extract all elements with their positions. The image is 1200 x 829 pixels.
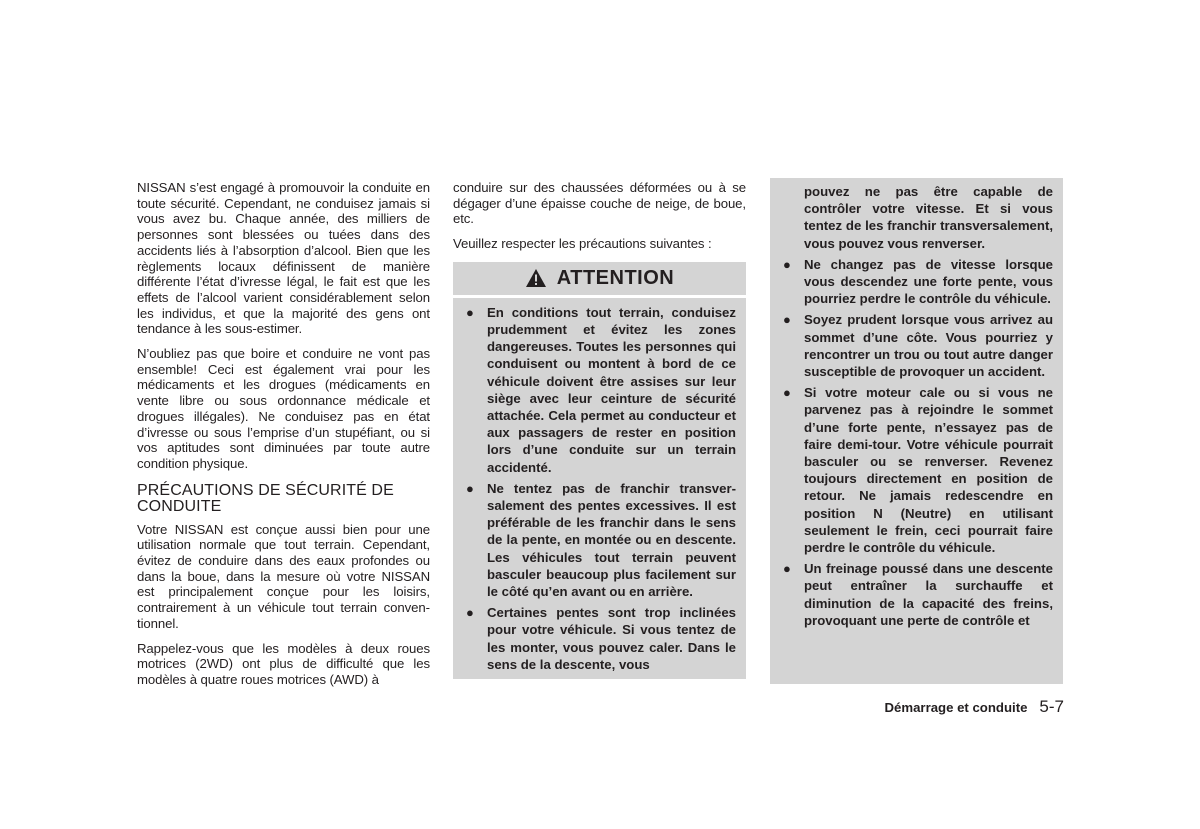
attention-box-right: [770, 178, 1063, 684]
chapter-title: Démarrage et conduite: [884, 700, 1028, 715]
column-middle: [453, 180, 746, 679]
page-number: 5-7: [1039, 697, 1064, 716]
paragraph-2wd-awd: Rappelez-vous que les modèles à deux roues motrices (2WD) ont plus de difficulté que les modèles à quatre roues motrices (AWD) à: [137, 640, 430, 687]
bullet-icon: ●: [783, 561, 791, 577]
bullet-icon: ●: [783, 256, 791, 272]
column-right: [770, 178, 1063, 684]
list-item-continuation: pouvez ne pas être capable de contrôler votre vitesse. Et si vous tentez de les franchir transversalement, vous pouvez vous renverser.: [804, 184, 1053, 251]
paragraph-drink-drive: N’oubliez pas que boire et conduire ne vont pas ensemble! Ceci est également vrai pour les médicaments et les drogues (médicaments en vente libre ou sous ordonnance médicale et drogues illégales). Ne conduisez pas en état d’ivresse ou sous l’emprise d’un stupéfiant, ou si vos aptitudes sont diminuées par toute autre condition physique.: [137, 346, 430, 471]
paragraph-vehicle-usage: Votre NISSAN est conçue aussi bien pour une utilisation normale que tout terrain. Cependant, évitez de conduire dans des eaux profondes ou dans la boue, dans la mesure où votre NISSAN est principalement conçue pour les loisirs, contrairement à un véhicule tout terrain conventionnel.: [137, 521, 430, 631]
page-footer: [850, 697, 1064, 717]
attention-box-middle: [453, 298, 746, 679]
list-item: ● Un freinage poussé dans une descente peut entraîner la surchauffe et diminution de la capacité des freins, provoquant une perte de contrôle et: [783, 561, 1053, 628]
bullet-icon: ●: [466, 480, 474, 496]
list-item: ● Soyez prudent lorsque vous arrivez au sommet d’une côte. Vous pourriez y rencontrer un trou ou tout autre danger susceptible de provoquer un accident.: [783, 312, 1053, 380]
bullet-icon: ●: [783, 312, 791, 328]
paragraph-alcohol-intro: NISSAN s’est engagé à promouvoir la conduite en toute sécurité. Cependant, ne conduisez jamais si vous avez bu. Chaque année, des milliers de personnes sont blessées ou tuées dans des accidents liés à l’absorption d’alcool. Bien que les règlements locaux définissent de manière différente l’état d’ivresse légal, le fait est que les effets de l’alcool varient considérablement selon les individus, et que la majorité des gens ont tendance à les sous-estimer.: [137, 180, 430, 337]
section-heading: PRÉCAUTIONS DE SÉCURITÉ DE CONDUITE: [137, 481, 394, 515]
attention-title: ATTENTION: [556, 266, 675, 289]
list-item: ● Certaines pentes sont trop inclinées pour votre véhicule. Si vous tentez de les monter, vous pouvez caler. Dans le sens de la descente, vous: [466, 605, 736, 672]
column-left: [137, 180, 430, 688]
list-item: ● Ne changez pas de vitesse lorsque vous descendez une forte pente, vous pourriez perdre le contrôle du véhicule.: [783, 256, 1053, 307]
list-item: ● Ne tentez pas de franchir transversalement des pentes excessives. Il est préférable de les franchir dans le sens de la pente, en montée ou en descente. Les véhicules tout terrain peuvent basculer beaucoup plus facilement sur le côté qu’en avant ou en arrière.: [466, 480, 736, 600]
list-item: ● En conditions tout terrain, conduisez prudemment et évitez les zones dangereuses. Toutes les personnes qui conduisent ou montent à bord de ce véhicule doivent être assises sur leur siège avec leur ceinture de sécurité attachée. Cela permet au conducteur et aux passagers de rester en position lors d’une conduite sur un terrain accidenté.: [466, 304, 736, 475]
bullet-icon: ●: [783, 385, 791, 401]
paragraph-continuation: conduire sur des chaussées déformées ou à se dégager d’une épaisse couche de neige, de boue, etc.: [453, 180, 746, 227]
bullet-icon: ●: [466, 605, 474, 621]
attention-header: [453, 262, 746, 295]
bullet-icon: ●: [466, 304, 474, 320]
paragraph-precautions-intro: Veuillez respecter les précautions suivantes :: [453, 236, 712, 252]
warning-triangle-icon: [525, 268, 547, 288]
list-item: ● Si votre moteur cale ou si vous ne parvenez pas à rejoindre le sommet d’une forte pente, n’essayez pas de faire demi-tour. Votre véhicule pourrait basculer ou se renverser. Revenez toujours directement en position de retour. Ne jamais redescendre en position N (Neutre) en utilisant seulement le frein, ceci pourrait faire perdre le contrôle du véhicule.: [783, 385, 1053, 556]
